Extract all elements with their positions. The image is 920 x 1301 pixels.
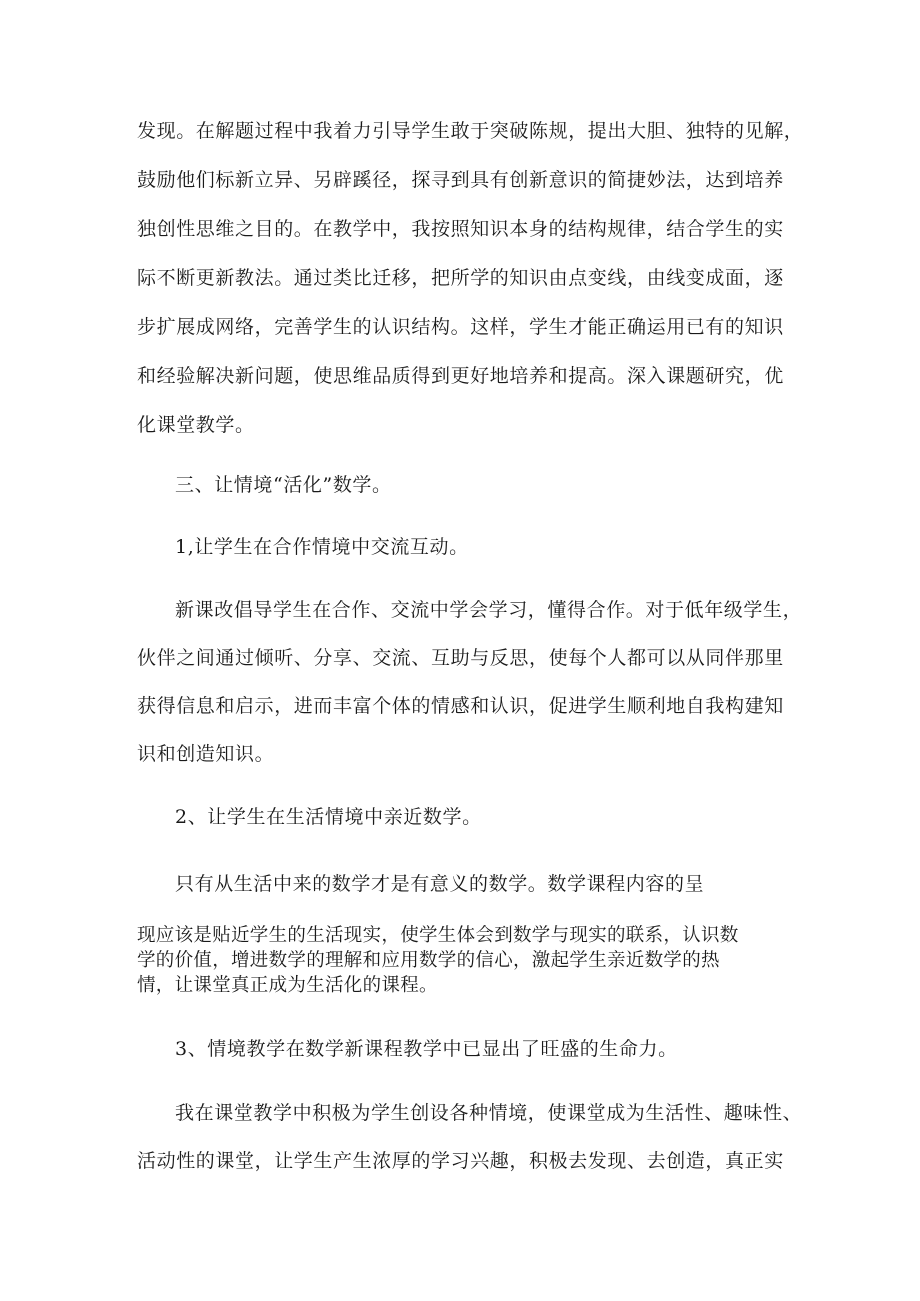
section-heading: 三、让情境“活化”数学。 (175, 474, 392, 496)
paragraph-line: 学的价值，增进数学的理解和应用数学的信心，激起学生亲近数学的热 (137, 950, 720, 971)
paragraph-line: 我在课堂教学中积极为学生创设各种情境，使课堂成为生活性、趣味性、 (175, 1102, 803, 1124)
paragraph-line: 和经验解决新问题，使思维品质得到更好地培养和提高。深入课题研究，优 (137, 365, 784, 387)
paragraph-line: 伙伴之间通过倾听、分享、交流、互助与反思，使每个人都可以从同伴那里 (137, 647, 784, 669)
paragraph-line: 际不断更新教法。通过类比迁移，把所学的知识由点变线，由线变成面，逐 (137, 267, 784, 289)
paragraph-line: 步扩展成网络，完善学生的认识结构。这样，学生才能正确运用已有的知识 (137, 316, 784, 338)
paragraph-line: 识和创造知识。 (137, 743, 275, 765)
subheading-1: 1,让学生在合作情境中交流互动。 (175, 536, 469, 558)
paragraph-line: 情，让课堂真正成为生活化的课程。 (137, 975, 438, 996)
paragraph-line: 鼓励他们标新立异、另辟蹊径，探寻到具有创新意识的简捷妙法，达到培养 (137, 169, 784, 191)
paragraph-line: 独创性思维之目的。在教学中，我按照知识本身的结构规律，结合学生的实 (137, 218, 784, 240)
paragraph-line: 只有从生活中来的数学才是有意义的数学。数学课程内容的呈 (175, 873, 705, 895)
subheading-2: 2、让学生在生活情境中亲近数学。 (175, 806, 482, 828)
paragraph-line: 活动性的课堂，让学生产生浓厚的学习兴趣，积极去发现、去创造，真正实 (137, 1150, 784, 1172)
paragraph-line: 获得信息和启示，进而丰富个体的情感和认识，促进学生顺利地自我构建知 (137, 695, 784, 717)
paragraph-line: 现应该是贴近学生的生活现实，使学生体会到数学与现实的联系，认识数 (137, 925, 739, 946)
paragraph-line: 化课堂教学。 (137, 414, 255, 436)
subheading-3: 3、情境教学在数学新课程教学中已显出了旺盛的生命力。 (175, 1038, 678, 1060)
paragraph-line: 发现。在解题过程中我着力引导学生敢于突破陈规，提出大胆、独特的见解， (137, 120, 804, 142)
paragraph-line: 新课改倡导学生在合作、交流中学会学习，懂得合作。对于低年级学生， (175, 599, 803, 621)
